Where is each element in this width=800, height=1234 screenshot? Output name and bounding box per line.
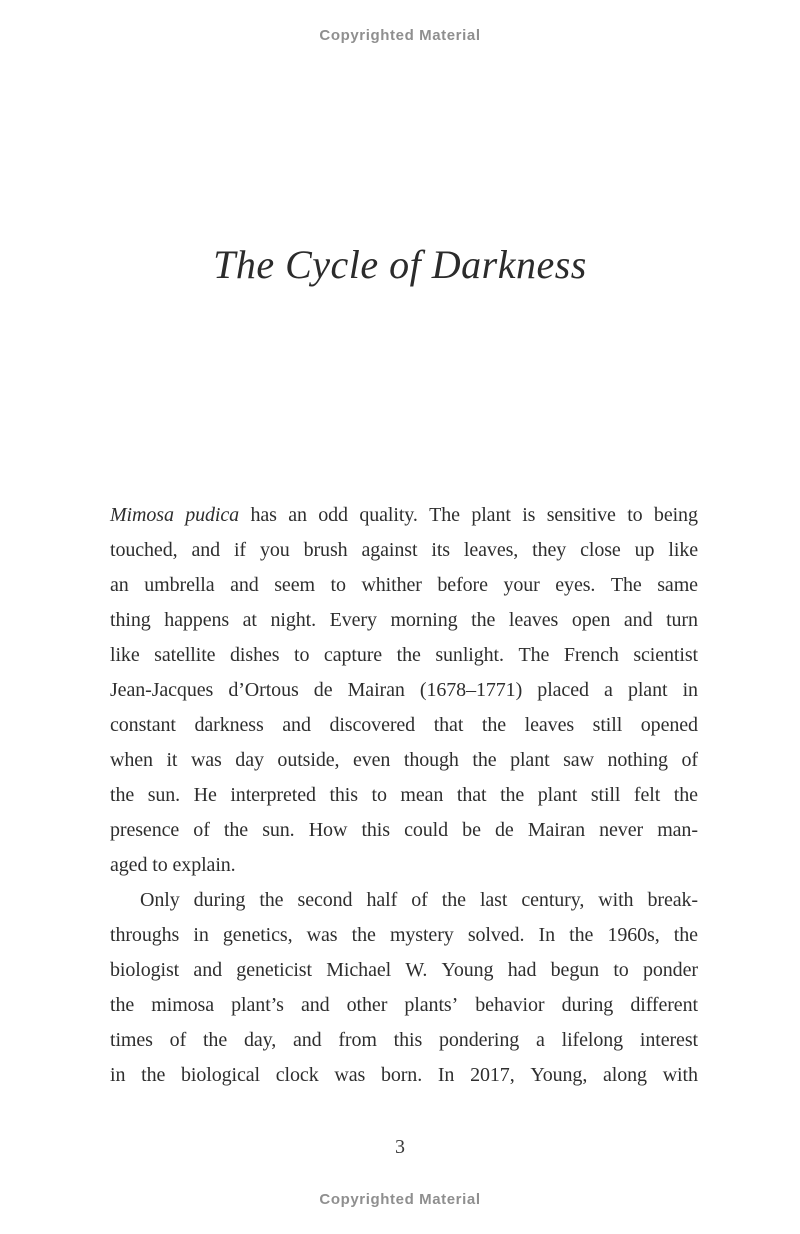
text-line: presence of the sun. How this could be de Mairan never man- [110,819,698,841]
copyright-notice-bottom: Copyrighted Material [319,1191,481,1208]
page-number: 3 [395,1136,405,1158]
text-line: times of the day, and from this pondering a lifelong interest [110,1029,698,1051]
text-line: Mimosa pudica has an odd quality. The plant is sensitive to being [110,504,698,526]
text-line: Jean-Jacques d’Ortous de Mairan (1678–1771) placed a plant in [110,679,698,701]
text-line: constant darkness and discovered that the leaves still opened [110,714,698,736]
text-line: thing happens at night. Every morning the leaves open and turn [110,609,698,631]
text-line: like satellite dishes to capture the sunlight. The French scientist [110,644,698,666]
text-line: when it was day outside, even though the plant saw nothing of [110,749,698,771]
paragraph-2 [110,889,698,1099]
text-line: an umbrella and seem to whither before your eyes. The same [110,574,698,596]
text-line: touched, and if you brush against its leaves, they close up like [110,539,698,561]
chapter-title: The Cycle of Darkness [213,242,587,287]
text-line: throughs in genetics, was the mystery solved. In the 1960s, the [110,924,698,946]
text-line: in the biological clock was born. In 2017, Young, along with [110,1064,698,1086]
text-line: biologist and geneticist Michael W. Young had begun to ponder [110,959,698,981]
copyright-notice-top: Copyrighted Material [319,27,481,44]
paragraph-1 [110,504,698,889]
text-line: the sun. He interpreted this to mean that the plant still felt the [110,784,698,806]
text-line: aged to explain. [110,854,236,876]
text-line: the mimosa plant’s and other plants’ behavior during different [110,994,698,1016]
body-text [110,504,698,1099]
text-line: Only during the second half of the last century, with break- [140,889,698,911]
